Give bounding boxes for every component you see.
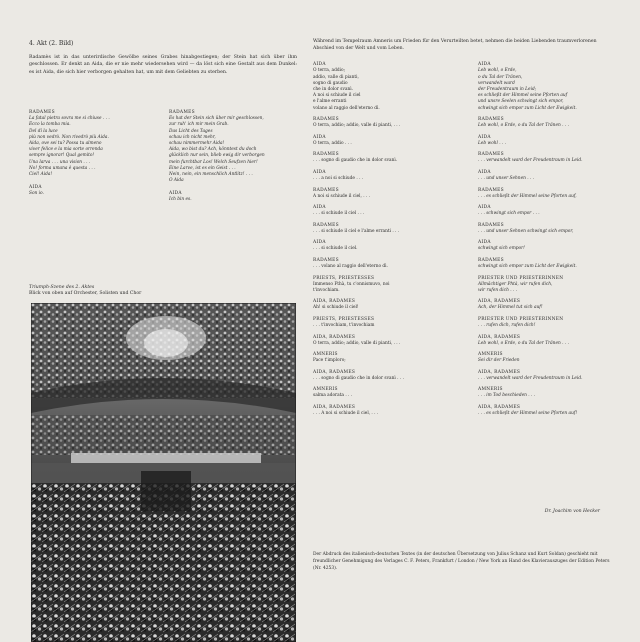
libretto-block — [313, 152, 448, 164]
left-column — [29, 40, 297, 211]
libretto-block — [478, 152, 613, 164]
libretto-block — [313, 276, 448, 294]
speaker-label: RADAMES — [313, 222, 339, 228]
italian-text-column — [313, 62, 448, 422]
libretto-line: Una larva . . . una vision . . . — [29, 159, 91, 165]
speaker-label: RADAMES — [29, 110, 55, 116]
caption-subtitle: Blick von oben auf Orchester, Solisten und Chor — [29, 291, 142, 296]
libretto-line: volano al raggio dell'eterno dì. — [313, 105, 380, 111]
libretto-block — [478, 370, 613, 382]
libretto-line: Eine Larve, ist es ein Geist . . . — [169, 165, 236, 171]
libretto-line: schau ich nicht mehr, — [169, 134, 216, 140]
libretto-block — [313, 240, 448, 252]
libretto-line: A noi si schiude il ciel — [313, 93, 361, 99]
speaker-label: PRIESTS, PRIESTESSES — [313, 275, 375, 281]
libretto-block — [313, 258, 448, 270]
libretto-line: es schließt der Himmel seine Pforten auf — [478, 93, 568, 99]
libretto-line: . . . a noi si schiude . . . — [313, 176, 364, 181]
libretto-line: Aida, wo bist du? Ach, könntest du doch — [169, 147, 257, 153]
libretto-block — [478, 317, 613, 329]
libretto-block — [478, 276, 613, 294]
libretto-line: A noi si schiude il ciel, . . . — [313, 193, 371, 199]
libretto-line: Ach, der Himmel tut sich auf! — [478, 305, 543, 311]
libretto-block — [313, 188, 448, 200]
libretto-line: Ah! si schiude il ciel! — [313, 305, 359, 311]
libretto-line: Leb wohl . . . — [478, 140, 507, 146]
libretto-line: . . . sogno di gaudio che in dolor svanì. — [313, 158, 398, 164]
speaker-label: AMNERIS — [313, 387, 338, 393]
speaker-label: AIDA — [29, 185, 42, 191]
speaker-label: PRIESTER UND PRIESTERINNEN — [478, 316, 564, 322]
libretto-line: La fatal pietra sovra me si chiuse . . . — [29, 116, 110, 122]
speaker-label: PRIESTER UND PRIESTERINNEN — [478, 275, 564, 281]
libretto-line: o du Tal der Tränen, — [478, 74, 523, 80]
libretto-line: Immenso Fthà, tu c'onnismuvo, noi — [313, 281, 390, 287]
libretto-block — [313, 335, 448, 347]
speaker-label: RADAMES — [478, 117, 504, 123]
libretto-line: Es hat der Stein sich über mir geschlossen, — [169, 116, 264, 122]
libretto-line: . . . schwingt sich empor . . . — [478, 211, 540, 217]
libretto-block — [313, 405, 448, 417]
libretto-line: wir rufen dich . . . — [478, 287, 518, 293]
speaker-label: AIDA, RADAMES — [478, 299, 521, 305]
speaker-label: AIDA, RADAMES — [313, 334, 356, 340]
libretto-block — [313, 223, 448, 235]
libretto-block — [313, 117, 448, 129]
libretto-line: Ich bin es. — [169, 197, 192, 203]
libretto-line: . . . es schließt der Himmel seine Pforten auf, — [478, 193, 577, 199]
libretto-line: Aida, ove sei tu? Possa tu almeno — [29, 141, 102, 147]
libretto-block — [478, 62, 613, 111]
libretto-block — [478, 223, 613, 235]
libretto-line: . . . si schiude il ciel e l'alme erranti . . . — [313, 228, 400, 234]
libretto-line: O terra, addio; addio, valle di pianti, . . . — [313, 123, 401, 129]
speaker-label: AIDA — [313, 240, 326, 246]
speaker-label: AIDA, RADAMES — [478, 404, 521, 410]
libretto-block — [313, 170, 448, 182]
speaker-label: AIDA — [478, 134, 491, 140]
speaker-label: AIDA, RADAMES — [478, 334, 521, 340]
libretto-line: Pace t'imploro; — [313, 358, 346, 364]
libretto-line: schwingt sich empor zum Licht der Ewigkeit. — [478, 263, 577, 269]
libretto-block — [29, 110, 157, 178]
caption-title: Triumph-Szene des 2. Aktes — [29, 285, 95, 290]
speaker-label: AIDA — [478, 205, 491, 211]
libretto-block — [478, 188, 613, 200]
libretto-block — [478, 405, 613, 417]
speaker-label: RADAMES — [313, 257, 339, 263]
libretto-line: . . . sogno di gaudio che in dolor svanì . . . — [313, 375, 404, 381]
libretto-line: . . . rufen dich, rufen dich! — [478, 322, 536, 328]
libretto-line: addio, valle di pianti, — [313, 74, 359, 80]
libretto-block — [313, 135, 448, 147]
libretto-block — [313, 62, 448, 111]
right-column — [313, 38, 613, 423]
right-intro-paragraph: Während im Tempelraum Amneris um Frieden für den Verurteilten betet, nehmen die beiden Liebenden traumverlorenen Abschied von der Welt und vom Leben. — [313, 39, 597, 52]
speaker-label: AIDA, RADAMES — [313, 299, 356, 305]
libretto-line: No! forma umana è questa . . . — [29, 165, 96, 171]
libretto-line: t'invochiam. — [313, 287, 340, 293]
libretto-line: O Aida — [169, 178, 184, 184]
libretto-line: . . . si schiude il ciel. — [313, 246, 358, 252]
libretto-block — [29, 185, 157, 197]
speaker-label: AIDA — [478, 62, 491, 68]
photo-caption — [29, 285, 297, 297]
libretto-line: . . . und unser Sehnen schwingt sich empor, — [478, 228, 574, 234]
copyright-note: Der Abdruck des italienisch-deutschen Textes (in der deutschen Übersetzung von Julius Schanz und Kurt Soldan) geschieht mit freundlicher Genehmigung des Verlages C. F. Peters, Frankfurt / London / New York an Hand des Klavierauszuges der Edition Peters (Nr. 4253). — [313, 552, 610, 571]
libretto-line: che in dolor svanì. — [313, 87, 354, 93]
libretto-block — [313, 299, 448, 311]
libretto-block — [478, 335, 613, 347]
speaker-label: RADAMES — [313, 117, 339, 123]
libretto-line: Ecco la tomba mia. — [29, 122, 71, 128]
libretto-block — [478, 352, 613, 364]
speaker-label: RADAMES — [478, 152, 504, 158]
speaker-label: PRIESTS, PRIESTESSES — [313, 316, 375, 322]
speaker-label: AIDA, RADAMES — [313, 404, 356, 410]
libretto-line: . . . si schiude il ciel . . . — [313, 211, 365, 217]
speaker-label: AIDA, RADAMES — [478, 369, 521, 375]
speaker-label: AIDA — [313, 170, 326, 175]
speaker-label: AIDA — [313, 62, 326, 68]
libretto-block — [478, 170, 613, 182]
speaker-label: RADAMES — [313, 187, 339, 193]
libretto-line: der Freudentraum in Leid; — [478, 87, 537, 93]
libretto-line: sempre ignorar! Qual gemito! — [29, 153, 95, 159]
libretto-block — [313, 352, 448, 364]
speaker-label: RADAMES — [478, 187, 504, 193]
libretto-line: . . . im Tod beschieden . . . — [478, 393, 536, 399]
libretto-line: Allmächtiger Phtà, wir rufen dich, — [478, 281, 553, 287]
libretto-line: . . . es schließt der Himmel seine Pforten auf! — [478, 410, 578, 416]
libretto-line: salma adorata . . . — [313, 393, 353, 399]
speaker-label: AIDA — [478, 240, 491, 246]
speaker-label: AIDA — [169, 191, 182, 197]
libretto-line: Leb wohl, o Erde, — [478, 68, 517, 74]
libretto-line: sogno di gaudio — [313, 80, 348, 86]
right-libretto — [313, 62, 613, 422]
libretto-line: . . . und unser Sehnen . . . — [478, 176, 535, 181]
speaker-label: RADAMES — [478, 257, 504, 263]
libretto-block — [313, 370, 448, 382]
speaker-label: AIDA — [313, 205, 326, 211]
libretto-line: . . . A noi si schiude il ciel, . . . — [313, 410, 379, 416]
libretto-line: più non vedrò. Non rivedrò più Aida. — [29, 134, 109, 140]
libretto-line: verwandelt ward — [478, 80, 515, 86]
libretto-line: O terra, addio . . . — [313, 140, 352, 146]
libretto-line: Leb wohl, o Erde, o du Tal der Tränen . . . — [478, 340, 569, 346]
left-libretto — [29, 110, 297, 210]
libretto-line: Sei dir der Frieden — [478, 358, 520, 364]
speaker-label: RADAMES — [169, 110, 195, 116]
libretto-line: Son io. — [29, 191, 44, 197]
left-intro-paragraph: Radamès ist in das unterirdische Gewölbe seines Grabes hinabgestiegen; der Stein hat sich über ihm geschlossen. Er denkt an Aida, die er nie mehr wiedersehen wird — da löst sich eine Gestalt aus dem Dunkel: es ist Aida, die sich hier verborgen gehalten hat, um mit dem Geliebten zu sterben. — [29, 55, 297, 75]
german-text-column — [478, 62, 613, 422]
libretto-line: glücklich nur sein, blieb ewig dir verborgen — [169, 153, 265, 159]
libretto-line: schwingt sich empor zum Licht der Ewigkeit. — [478, 105, 577, 111]
libretto-line: und unsre Seelen schwingt sich empor, — [478, 99, 564, 105]
speaker-label: AMNERIS — [478, 387, 503, 393]
libretto-line: schwingt sich empor! — [478, 246, 525, 252]
libretto-line: . . . volano al raggio dell'eterno dì. — [313, 263, 388, 269]
libretto-line: Nein, nein, ein menschlich Antlitz! . . . — [169, 172, 253, 178]
libretto-line: viver felice e la mia sorte orrenda — [29, 147, 103, 153]
triumph-scene-photo — [31, 303, 296, 642]
author-signature: Dr. Joachim von Hecker — [544, 509, 600, 514]
libretto-block — [478, 240, 613, 252]
libretto-line: mein furchtbar Los! Welch Seufzen hier! — [169, 159, 258, 165]
speaker-label: AMNERIS — [478, 352, 503, 358]
speaker-label: RADAMES — [313, 152, 339, 158]
speaker-label: AIDA — [478, 170, 491, 175]
libretto-line: zur ruh' ich mir mein Grab. — [169, 122, 229, 128]
libretto-line: O terra, addio; — [313, 68, 346, 74]
speaker-label: AMNERIS — [313, 352, 338, 358]
libretto-line: O terra, addio; addio, valle di pianti, . . . — [313, 340, 401, 346]
libretto-block — [478, 135, 613, 147]
libretto-line: Del dì la luce — [29, 128, 58, 134]
libretto-block — [478, 117, 613, 129]
libretto-line: schau nimmermehr Aida! — [169, 141, 225, 147]
libretto-block — [169, 110, 297, 184]
speaker-label: AIDA — [313, 134, 326, 140]
libretto-line: . . . verwandelt ward der Freudentraum in Leid. — [478, 158, 583, 164]
libretto-line: . . . verwandelt ward der Freudentraum in Leid. — [478, 375, 583, 381]
libretto-block — [478, 387, 613, 399]
libretto-block — [169, 191, 297, 203]
libretto-block — [478, 258, 613, 270]
libretto-block — [478, 205, 613, 217]
libretto-line: e l'alme erranti — [313, 99, 347, 105]
libretto-block — [313, 387, 448, 399]
italian-text-column — [29, 110, 157, 210]
speaker-label: AIDA, RADAMES — [313, 369, 356, 375]
libretto-line: Das Licht des Tages — [169, 128, 213, 134]
libretto-line: . . . t'invochiam, t'invochiam — [313, 322, 375, 328]
speaker-label: RADAMES — [478, 222, 504, 228]
libretto-block — [313, 317, 448, 329]
libretto-block — [313, 205, 448, 217]
libretto-block — [478, 299, 613, 311]
act-heading: 4. Akt (2. Bild) — [29, 40, 74, 47]
libretto-line: Ciel! Aida! — [29, 172, 53, 178]
german-text-column — [169, 110, 297, 210]
libretto-line: Leb wohl, o Erde, o du Tal der Tränen . . . — [478, 123, 569, 129]
